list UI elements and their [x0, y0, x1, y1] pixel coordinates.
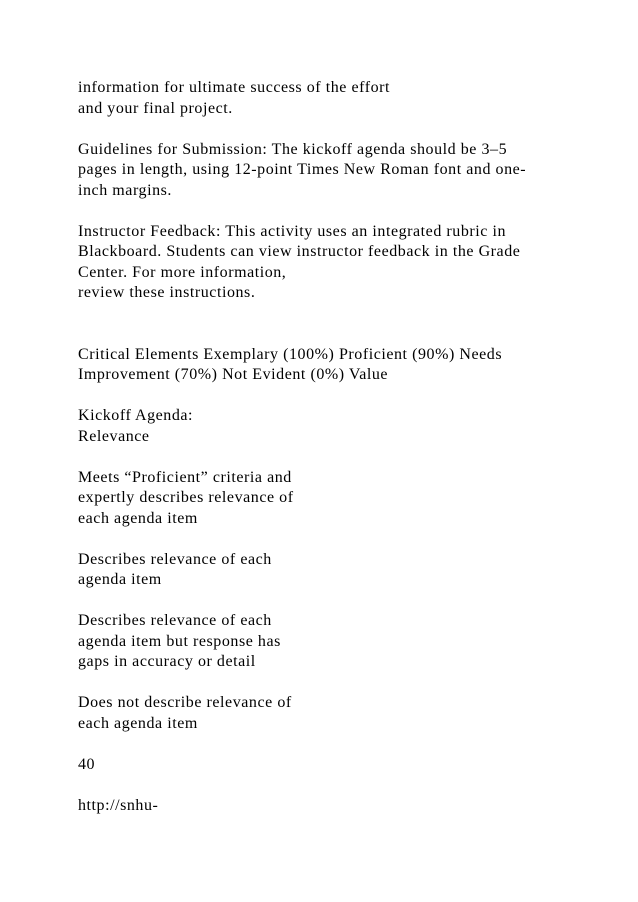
needs-improvement-criteria-paragraph	[78, 611, 568, 673]
intro-continuation-paragraph	[78, 78, 568, 119]
url-fragment: http://snhu-	[78, 796, 159, 814]
text-line: information for ultimate success of the effort	[78, 79, 391, 96]
text-line: Improvement (70%) Not Evident (0%) Value	[78, 366, 389, 383]
text-line: inch margins.	[78, 181, 172, 199]
text-line: Instructor Feedback: This activity uses an integrated rubric in	[78, 222, 507, 240]
guidelines-paragraph	[78, 140, 568, 202]
text-line: Relevance	[78, 427, 150, 445]
text-line: agenda item but response has	[78, 632, 281, 650]
text-line: Guidelines for Submission: The kickoff agenda should be 3–5	[78, 140, 508, 158]
text-line: Describes relevance of each	[78, 612, 272, 629]
text-line: Meets “Proficient” criteria and	[78, 468, 292, 486]
text-line: Does not describe relevance of	[78, 694, 292, 711]
text-line: gaps in accuracy or detail	[78, 653, 256, 670]
text-line: Critical Elements Exemplary (100%) Proficient (90%) Needs	[78, 345, 503, 363]
not-evident-criteria-paragraph	[78, 693, 568, 734]
text-line: Kickoff Agenda:	[78, 407, 194, 424]
text-line: Blackboard. Students can view instructor feedback in the Grade	[78, 243, 521, 260]
text-line: each agenda item	[78, 509, 198, 527]
text-line: and your final project.	[78, 99, 233, 117]
document-page	[78, 78, 568, 837]
value-paragraph	[78, 755, 568, 776]
rubric-header-paragraph	[78, 345, 568, 386]
text-line: expertly describes relevance of	[78, 489, 294, 506]
text-line: agenda item	[78, 571, 162, 588]
text-line: Describes relevance of each	[78, 550, 272, 568]
text-line: each agenda item	[78, 714, 198, 732]
criterion-name-paragraph	[78, 406, 568, 447]
criterion-value: 40	[78, 755, 96, 773]
proficient-criteria-paragraph	[78, 550, 568, 591]
instructor-feedback-paragraph	[78, 222, 568, 304]
text-line: review these instructions.	[78, 284, 256, 301]
exemplary-criteria-paragraph	[78, 468, 568, 530]
url-paragraph	[78, 796, 568, 817]
text-line: pages in length, using 12-point Times New Roman font and one-	[78, 161, 527, 178]
text-line: Center. For more information,	[78, 263, 287, 281]
